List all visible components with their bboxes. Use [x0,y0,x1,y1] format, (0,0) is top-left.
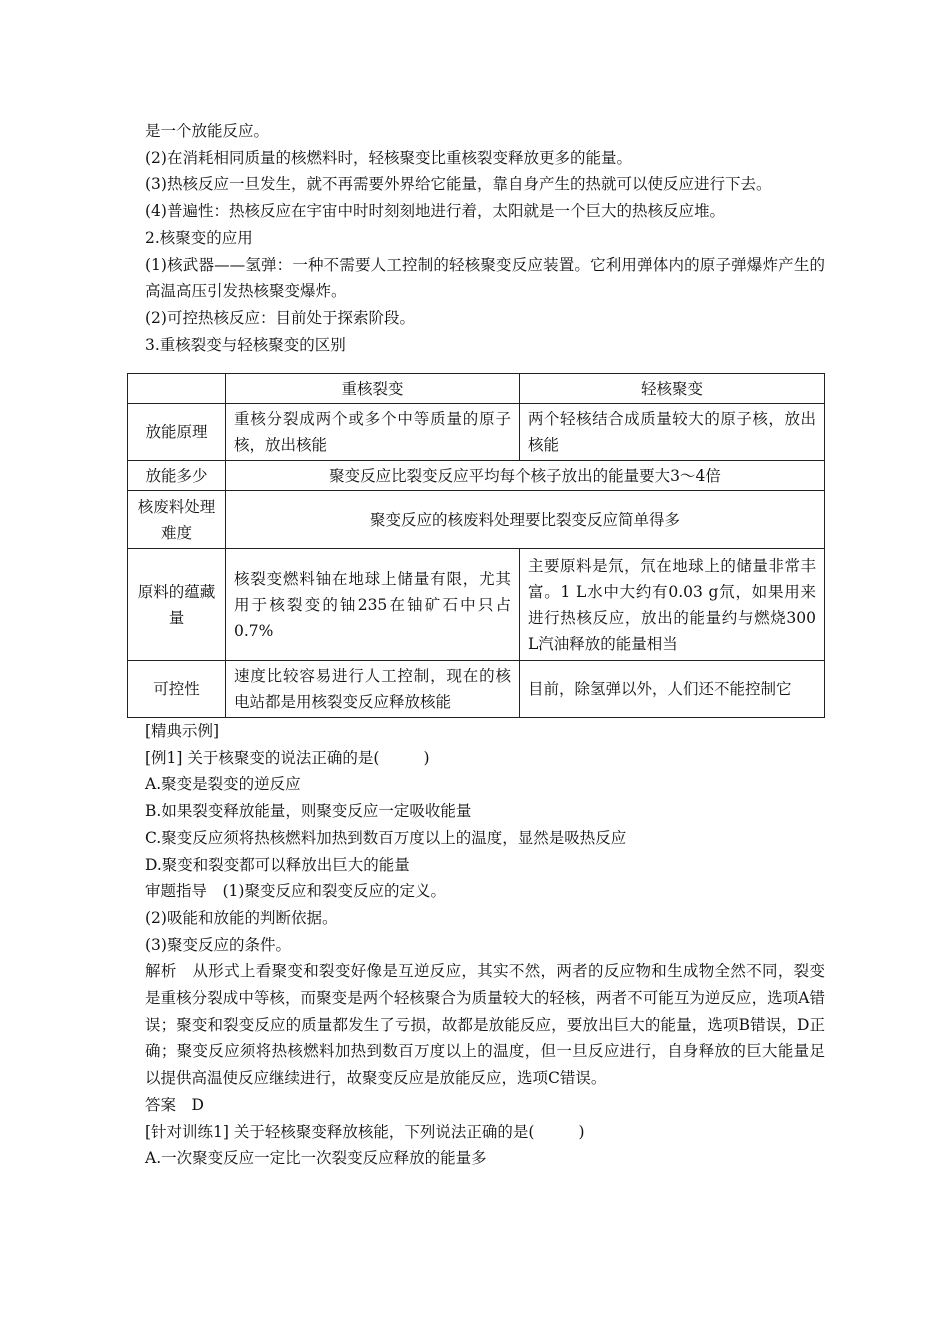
option-d: D.聚变和裂变都可以释放出巨大的能量 [145,855,410,874]
row-label: 放能原理 [128,404,226,461]
header-fusion: 轻核聚变 [520,374,825,404]
table-cell: 核裂变燃料铀在地球上储量有限，尤其用于核裂变的铀235在铀矿石中只占0.7% [226,549,520,661]
table-corner-cell [128,374,226,404]
row-label: 放能多少 [128,461,226,491]
guide-line: 审题指导 (1)聚变反应和裂变反应的定义。 [145,882,446,901]
table-cell: 速度比较容易进行人工控制，现在的核电站都是用核裂变反应释放核能 [226,661,520,718]
table-cell: 两个轻核结合成质量较大的原子核，放出核能 [520,404,825,461]
table-cell: 聚变反应的核废料处理要比裂变反应简单得多 [226,491,825,549]
text-line: (2)在消耗相同质量的核燃料时，轻核聚变比重核裂变释放更多的能量。 [145,148,632,167]
answer-line: 答案 D [145,1095,204,1114]
table-cell: 主要原料是氘，氘在地球上的储量非常丰富。1 L水中大约有0.03 g氘，如果用来进行热核反应，放出的能量约与燃烧300 L汽油释放的能量相当 [520,549,825,661]
text-line: (4)普遍性：热核反应在宇宙中时时刻刻地进行着，太阳就是一个巨大的热核反应堆。 [145,202,725,221]
example-heading: [精典示例] [145,722,220,740]
example-section [145,718,825,1172]
text-line: (2)可控热核反应：目前处于探索阶段。 [145,308,415,327]
table-header-row [128,374,825,404]
table-cell: 聚变反应比裂变反应平均每个核子放出的能量要大3～4倍 [226,461,825,491]
table-row [128,549,825,661]
row-label: 核废料处理难度 [128,491,226,549]
section-heading: 2.核聚变的应用 [145,228,253,247]
option-a: A.聚变是裂变的逆反应 [145,775,301,794]
row-label: 可控性 [128,661,226,718]
row-label: 原料的蕴藏量 [128,549,226,661]
text-line: 是一个放能反应。 [145,122,270,140]
document-page [145,118,825,358]
training-option-a: A.一次聚变反应一定比一次裂变反应释放的能量多 [145,1149,487,1168]
table-row [128,404,825,461]
example-question: [例1] 关于核聚变的说法正确的是( ) [145,748,430,767]
table-row [128,661,825,718]
guide-line: (3)聚变反应的条件。 [145,935,291,954]
table-cell: 重核分裂成两个或多个中等质量的原子核，放出核能 [226,404,520,461]
training-question: [针对训练1] 关于轻核聚变释放核能，下列说法正确的是( ) [145,1122,585,1141]
guide-line: (2)吸能和放能的判断依据。 [145,908,338,927]
analysis-paragraph: 解析 从形式上看聚变和裂变好像是互逆反应，其实不然，两者的反应物和生成物全然不同，裂变是重核分裂成中等核，而聚变是两个轻核聚合为质量较大的轻核，两者不可能互为逆反应，选项A错误；聚变和裂变反应的质量都发生了亏损，故都是放能反应，要放出巨大的能量，选项B错误，D正确；聚变反应须将热核燃料加热到数百万度以上的温度，但一旦反应进行，自身释放的巨大能量足以提供高温使反应继续进行，故聚变反应是放能反应，选项C错误。 [145,962,825,1088]
option-c: C.聚变反应须将热核燃料加热到数百万度以上的温度，显然是吸热反应 [145,828,627,847]
table-title: 3.重核裂变与轻核聚变的区别 [145,335,346,354]
option-b: B.如果裂变释放能量，则聚变反应一定吸收能量 [145,802,472,821]
hydrogen-bomb-paragraph: (1)核武器——氢弹：一种不需要人工控制的轻核聚变反应装置。它利用弹体内的原子弹爆炸产生的高温高压引发热核聚变爆炸。 [145,255,825,301]
text-line: (3)热核反应一旦发生，就不再需要外界给它能量，靠自身产生的热就可以使反应进行下去。 [145,175,772,194]
table-row [128,491,825,549]
header-fission: 重核裂变 [226,374,520,404]
comparison-table [127,373,825,718]
table-row [128,461,825,491]
table-cell: 目前，除氢弹以外，人们还不能控制它 [520,661,825,718]
